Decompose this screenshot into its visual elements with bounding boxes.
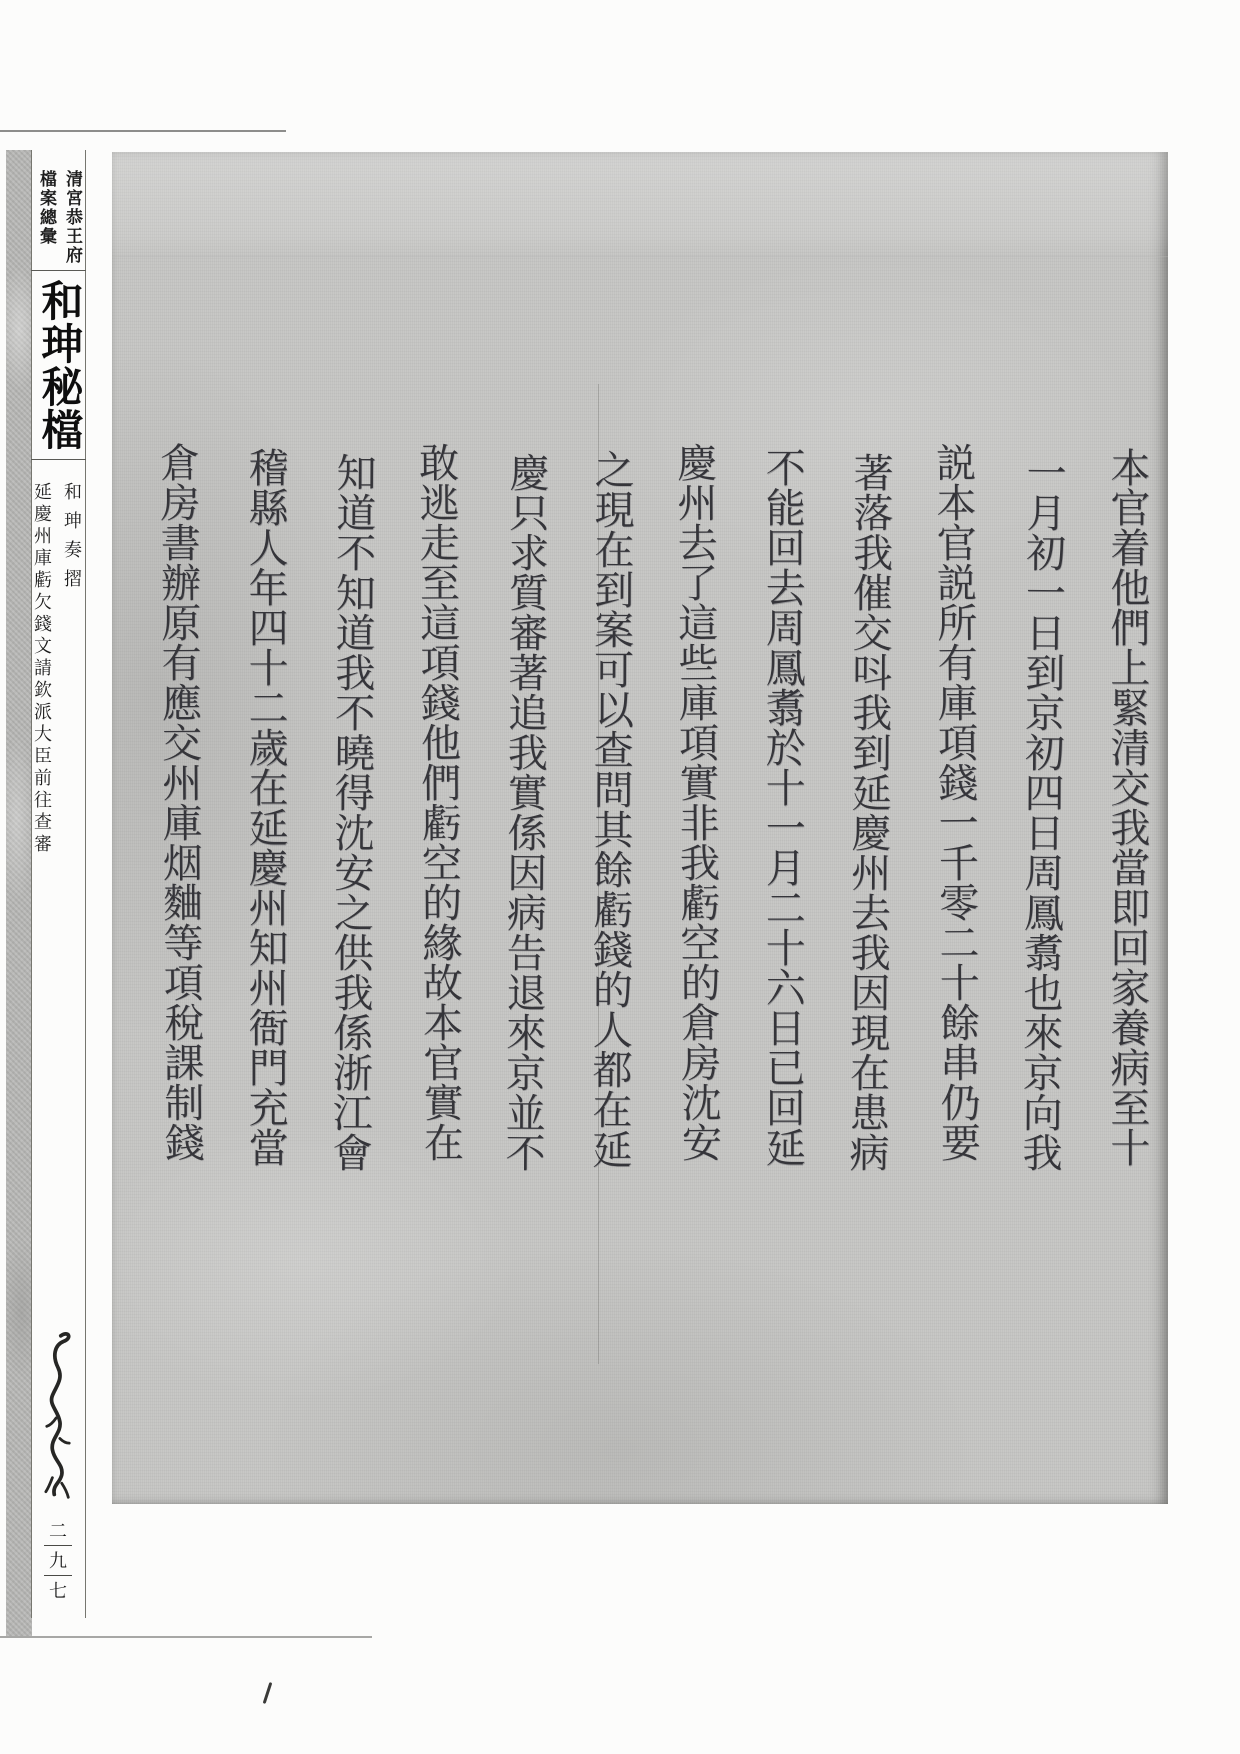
series-title-left-column: 檔案總彙	[37, 170, 56, 246]
page-number	[41, 1516, 75, 1605]
dragon-flourish-icon	[44, 1322, 72, 1512]
manuscript-column-4: 著落我催交呌我到延慶州去我因現在患病	[843, 451, 894, 1173]
manuscript-column-7: 之現在到案可以查問其餘虧錢的人都在延	[585, 448, 635, 1170]
manuscript-column-9: 敢逃走至這項錢他們虧空的緣故本官實在	[411, 441, 463, 1163]
page-number-digit: 九	[49, 1551, 67, 1571]
book-title-box	[31, 270, 86, 460]
manuscript-column-1: 本官着他們上緊清交我當即回家養病至十	[1103, 447, 1150, 1167]
manuscript-column-5: 不能回去周鳳翥於十一月二十六日已回延	[759, 447, 806, 1167]
manuscript-column-2: 一月初一日到京初四日周鳳翥也來京向我	[1015, 451, 1066, 1173]
page-number-digit: 七	[49, 1581, 67, 1601]
manuscript-photo	[112, 152, 1168, 1504]
section-label: 和珅奏摺	[62, 482, 82, 598]
manuscript-column-10: 知道不知道我不曉得沈安之供我係浙江會	[326, 451, 377, 1173]
manuscript-column-12: 倉房書辦原有應交州庫烟麯等項稅課制錢	[153, 441, 205, 1163]
stray-ink-tick	[263, 1682, 273, 1704]
top-margin-rule	[0, 130, 286, 132]
manuscript-text	[153, 441, 1150, 1182]
manuscript-column-11: 稽縣人年四十二歲在延慶州知州衙門充當	[242, 447, 289, 1167]
page-number-digit: 二	[49, 1521, 67, 1541]
manuscript-column-8: 慶只求質審著追我實係因病告退來京並不	[498, 451, 549, 1173]
manuscript-column-6: 慶州去了這些庫項實非我虧空的倉房沈安	[670, 441, 722, 1163]
bottom-margin-rule	[0, 1636, 372, 1638]
series-title-right-column: 清宮恭王府	[63, 170, 82, 265]
photo-top-light-band	[112, 152, 1168, 257]
document-label: 延慶州庫虧欠錢文請欽派大臣前往查審	[32, 482, 52, 856]
sidebar-subtitles	[32, 482, 85, 882]
binding-edge-texture	[6, 150, 32, 1638]
book-title: 和珅秘檔	[35, 279, 82, 451]
manuscript-column-3: 説本官説所有庫項錢一千零二十餘串仍要	[928, 441, 981, 1163]
